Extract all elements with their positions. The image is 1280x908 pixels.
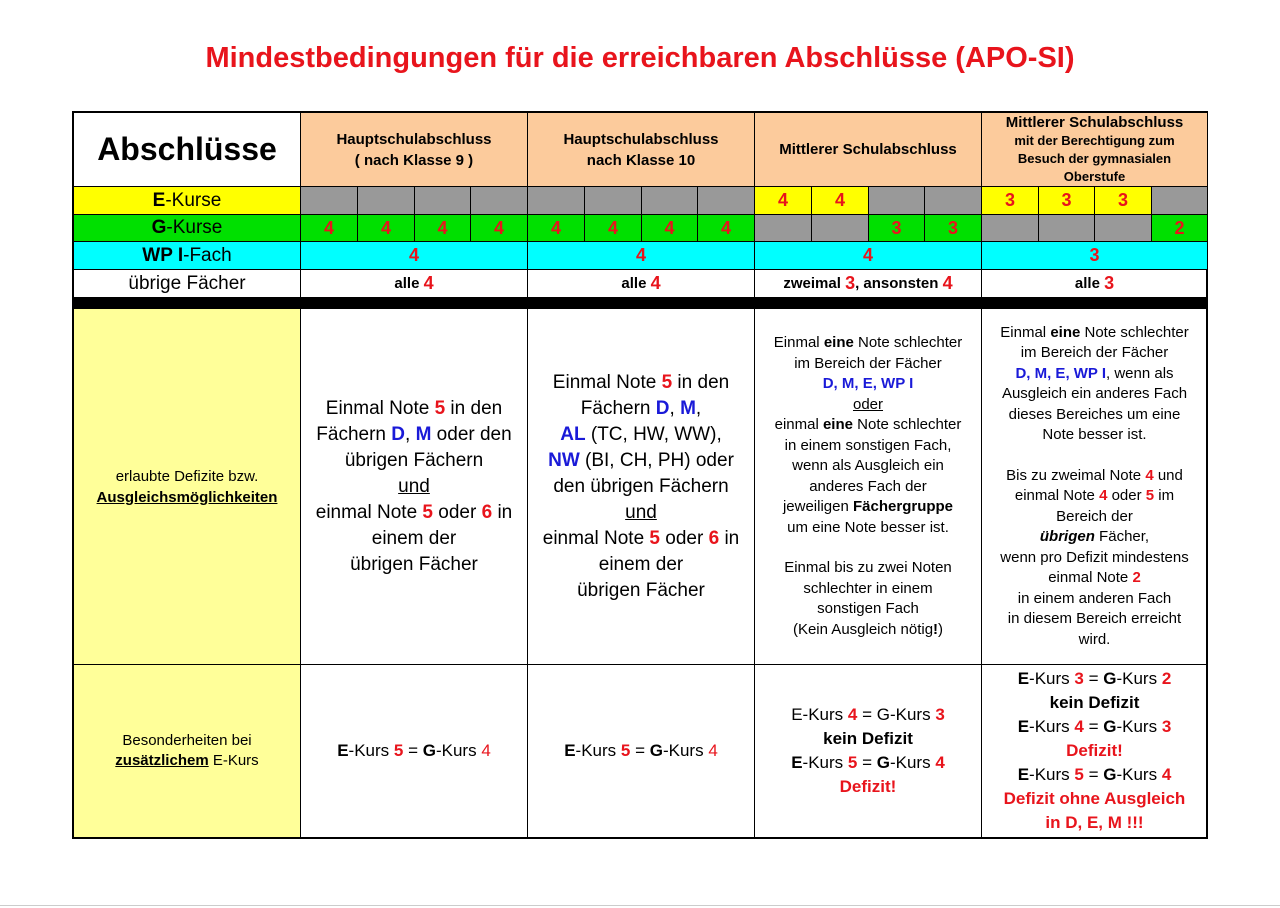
t: , bbox=[669, 397, 681, 419]
e-kurse-cell bbox=[415, 187, 471, 215]
t: Note schlechter bbox=[853, 334, 963, 351]
line bbox=[791, 703, 945, 727]
defizite-mittlerer-oberstufe bbox=[982, 309, 1208, 665]
t: -Kurs bbox=[662, 741, 709, 760]
subject: M bbox=[415, 423, 432, 445]
line: im Bereich der Fächer bbox=[1020, 344, 1169, 362]
t: -Kurs bbox=[348, 741, 394, 760]
e-kurse-cell bbox=[698, 187, 755, 215]
line bbox=[791, 751, 945, 775]
label-line: erlaubte Defizite bzw. bbox=[115, 467, 259, 485]
g-kurse-cell: 3 bbox=[925, 215, 982, 242]
header-line: Hauptschulabschluss bbox=[336, 130, 492, 148]
wp-cell: 3 bbox=[982, 242, 1208, 270]
e-kurse-cell: 3 bbox=[1095, 187, 1152, 215]
line: anderes Fach der bbox=[809, 477, 927, 495]
g-kurse-cell: 4 bbox=[528, 215, 585, 242]
t: -Kurs bbox=[1029, 765, 1075, 784]
t: G bbox=[876, 753, 890, 772]
t: oder bbox=[1107, 487, 1146, 505]
subject: D bbox=[655, 397, 670, 419]
t: E bbox=[1017, 669, 1030, 688]
t: Einmal Note bbox=[552, 371, 662, 393]
line bbox=[326, 396, 502, 422]
label-rest: -Kurse bbox=[165, 189, 222, 211]
t: E-Kurs bbox=[791, 705, 848, 724]
e-kurse-cell bbox=[642, 187, 698, 215]
header-line: Hauptschulabschluss bbox=[563, 130, 719, 148]
e-kurse-cell bbox=[301, 187, 358, 215]
t: E bbox=[1017, 717, 1030, 736]
grade: 3 bbox=[1074, 669, 1084, 688]
t: eine bbox=[822, 416, 853, 433]
line: Einmal bis zu zwei Noten bbox=[784, 559, 952, 576]
subject: M bbox=[680, 397, 696, 419]
line bbox=[1040, 527, 1149, 548]
line: wird. bbox=[1078, 630, 1111, 648]
e-kurse-cell bbox=[471, 187, 528, 215]
wp-cell: 4 bbox=[301, 242, 528, 270]
line: schlechter in einem bbox=[803, 579, 933, 597]
grade: 6 bbox=[708, 527, 720, 549]
line bbox=[774, 333, 962, 354]
e-kurse-cell bbox=[358, 187, 415, 215]
g-kurse-cell: 4 bbox=[585, 215, 642, 242]
g-kurse-cell bbox=[982, 215, 1039, 242]
t: = bbox=[403, 741, 423, 760]
grade: 5 bbox=[649, 527, 660, 549]
line bbox=[548, 448, 734, 474]
t: = bbox=[1083, 765, 1104, 784]
t: übrigen bbox=[1039, 528, 1095, 546]
t: -Kurs bbox=[1116, 669, 1162, 688]
subject: D, M, E, WP I bbox=[1015, 364, 1107, 382]
grade: 4 bbox=[1145, 466, 1154, 484]
header-line: ( nach Klasse 9 ) bbox=[354, 151, 474, 169]
e-kurse-cell: 3 bbox=[982, 187, 1039, 215]
line: kein Defizit bbox=[823, 729, 913, 748]
e-kurse-cell: 4 bbox=[755, 187, 812, 215]
t: E bbox=[1017, 765, 1030, 784]
line: dieses Bereiches um eine bbox=[1008, 405, 1181, 423]
col-header-hauptschule-9 bbox=[301, 113, 528, 187]
g-kurse-cell: 4 bbox=[358, 215, 415, 242]
line: Defizit! bbox=[1066, 741, 1123, 760]
grade: 4 bbox=[1099, 487, 1108, 505]
besonder-hs9 bbox=[301, 665, 528, 837]
besonder-hs10 bbox=[528, 665, 755, 837]
t: E bbox=[791, 753, 803, 772]
row-label-wp-fach bbox=[74, 242, 301, 270]
grade: 4 bbox=[942, 273, 953, 293]
g-kurse-cell bbox=[1039, 215, 1095, 242]
grade: 5 bbox=[661, 371, 673, 393]
line: Bereich der bbox=[1056, 507, 1133, 525]
g-kurse-cell: 2 bbox=[1152, 215, 1208, 242]
t: = bbox=[1083, 669, 1104, 688]
text: alle bbox=[394, 275, 420, 292]
t: (TC, HW, WW), bbox=[585, 423, 722, 445]
uebrige-cell bbox=[301, 270, 528, 298]
g-kurse-cell: 4 bbox=[301, 215, 358, 242]
uebrige-cell bbox=[982, 270, 1208, 298]
corner-header: Abschlüsse bbox=[74, 113, 301, 187]
text: alle bbox=[1074, 275, 1100, 292]
text: alle bbox=[621, 275, 647, 292]
line bbox=[581, 396, 701, 422]
line: um eine Note besser ist. bbox=[787, 518, 949, 536]
t: G bbox=[1103, 717, 1117, 736]
t: Einmal bbox=[1000, 323, 1051, 341]
line bbox=[543, 526, 740, 552]
g-kurse-cell: 4 bbox=[642, 215, 698, 242]
grade: 5 bbox=[434, 397, 446, 419]
t: Fächergruppe bbox=[853, 498, 954, 515]
t: G bbox=[1103, 765, 1117, 784]
line: wenn als Ausgleich ein bbox=[792, 457, 944, 474]
t: und bbox=[1153, 466, 1183, 484]
grade: 5 bbox=[620, 741, 631, 760]
defizite-mittlerer bbox=[755, 309, 982, 665]
t: Note schlechter bbox=[1080, 323, 1189, 341]
line bbox=[793, 620, 943, 641]
t: einmal Note bbox=[1048, 569, 1133, 587]
line: D, M, E, WP I bbox=[822, 375, 914, 392]
t: Einmal bbox=[773, 334, 824, 351]
uebrige-cell bbox=[528, 270, 755, 298]
t: oder den bbox=[431, 423, 512, 445]
t: oder bbox=[433, 501, 482, 523]
requirements-table bbox=[72, 111, 1208, 839]
e-kurse-cell bbox=[528, 187, 585, 215]
e-kurse-cell bbox=[925, 187, 982, 215]
g-kurse-cell: 4 bbox=[698, 215, 755, 242]
t: = bbox=[857, 753, 877, 772]
col-header-hauptschule-10 bbox=[528, 113, 755, 187]
t: jeweiligen bbox=[782, 498, 853, 515]
page-title: Mindestbedingungen für die erreichbaren Abschlüsse (APO-SI) bbox=[205, 42, 1075, 74]
line: und bbox=[398, 475, 430, 497]
text: , ansonsten bbox=[855, 275, 943, 292]
g-kurse-cell: 4 bbox=[415, 215, 471, 242]
t: -Kurs bbox=[575, 741, 621, 760]
grade: 3 bbox=[935, 705, 945, 724]
line: in diesem Bereich erreicht bbox=[1007, 610, 1182, 628]
label-line: Besonderheiten bei bbox=[122, 732, 252, 749]
row-label-e-kurse bbox=[74, 187, 301, 215]
t: -Kurs bbox=[889, 753, 936, 772]
grade: 5 bbox=[847, 753, 858, 772]
t: eine bbox=[823, 334, 854, 351]
t: E bbox=[337, 741, 349, 760]
line: einem der bbox=[598, 553, 684, 575]
t: Fächer, bbox=[1094, 528, 1150, 546]
t: in bbox=[492, 501, 513, 523]
t: -Kurs bbox=[802, 753, 848, 772]
grade: 2 bbox=[1161, 669, 1172, 688]
line bbox=[1048, 568, 1141, 589]
header-line: mit der Berechtigung zum bbox=[1014, 132, 1175, 148]
t: zusätzlichem bbox=[115, 752, 209, 769]
t: -Kurs bbox=[1029, 669, 1075, 688]
uebrige-cell bbox=[755, 270, 982, 298]
line: übrigen Fächer bbox=[350, 553, 478, 575]
g-kurse-cell bbox=[1095, 215, 1152, 242]
t: Fächern bbox=[580, 397, 656, 419]
t: im bbox=[1154, 487, 1175, 505]
t: einmal bbox=[774, 416, 823, 433]
line: den übrigen Fächern bbox=[553, 475, 729, 497]
line bbox=[1018, 715, 1172, 739]
t: in den bbox=[445, 397, 503, 419]
wp-cell: 4 bbox=[755, 242, 982, 270]
grade: 4 bbox=[1074, 717, 1084, 736]
g-kurse-cell bbox=[755, 215, 812, 242]
t: in bbox=[719, 527, 740, 549]
line: Defizit! bbox=[839, 777, 897, 796]
line bbox=[560, 422, 721, 448]
wp-cell: 4 bbox=[528, 242, 755, 270]
t: einmal Note bbox=[542, 527, 650, 549]
t: G bbox=[1103, 669, 1117, 688]
grade: 6 bbox=[481, 501, 493, 523]
t: G bbox=[422, 741, 436, 760]
line bbox=[1015, 486, 1174, 507]
row-label-defizite bbox=[74, 309, 301, 665]
t: oder bbox=[660, 527, 709, 549]
line: in einem anderen Fach bbox=[1017, 589, 1172, 607]
t: = bbox=[630, 741, 650, 760]
label-rest: -Fach bbox=[183, 244, 232, 266]
line bbox=[1000, 323, 1188, 344]
grade: 4 bbox=[650, 273, 661, 293]
t: E-Kurs bbox=[208, 752, 259, 769]
line: oder bbox=[852, 395, 884, 413]
grade: 4 bbox=[708, 741, 718, 760]
t: einmal Note bbox=[315, 501, 423, 523]
line: übrigen Fächer bbox=[577, 579, 705, 601]
grade: 4 bbox=[935, 753, 945, 772]
line: in einem sonstigen Fach, bbox=[784, 436, 952, 454]
line: kein Defizit bbox=[1049, 693, 1140, 712]
row-label-g-kurse bbox=[74, 215, 301, 242]
t: ) bbox=[938, 620, 944, 638]
t: E bbox=[564, 741, 576, 760]
grade: 3 bbox=[1104, 273, 1115, 293]
e-kurse-cell bbox=[869, 187, 925, 215]
line bbox=[1015, 364, 1173, 385]
text: zweimal bbox=[783, 275, 846, 292]
line bbox=[316, 500, 513, 526]
grade: 4 bbox=[1161, 765, 1172, 784]
t: Note schlechter bbox=[852, 416, 962, 433]
line: und bbox=[625, 501, 657, 523]
t: Bis zu zweimal Note bbox=[1006, 466, 1146, 484]
besonder-mittlerer bbox=[755, 665, 982, 837]
t: -Kurs bbox=[435, 741, 482, 760]
header-line: Mittlerer Schulabschluss bbox=[1005, 113, 1184, 131]
line bbox=[783, 497, 953, 518]
t: ! bbox=[933, 620, 939, 638]
line bbox=[1018, 763, 1172, 787]
row-label-uebrige: übrige Fächer bbox=[74, 270, 301, 298]
label-line: Ausgleichsmöglichkeiten bbox=[96, 488, 278, 506]
grade: 5 bbox=[1145, 487, 1155, 505]
grade: 5 bbox=[422, 501, 433, 523]
t: einmal Note bbox=[1014, 487, 1100, 505]
g-kurse-cell bbox=[812, 215, 869, 242]
grade: 3 bbox=[1161, 717, 1172, 736]
header-line: nach Klasse 10 bbox=[586, 151, 696, 169]
besonder-mittlerer-oberstufe bbox=[982, 665, 1208, 837]
line: übrigen Fächern bbox=[344, 449, 484, 471]
e-kurse-cell bbox=[585, 187, 642, 215]
grade: 3 bbox=[845, 273, 856, 293]
line bbox=[775, 415, 962, 436]
grade: 4 bbox=[481, 741, 491, 760]
t: -Kurs bbox=[1116, 717, 1162, 736]
t: (Kein Ausgleich nötig bbox=[792, 620, 934, 638]
page-bottom-rule bbox=[0, 905, 1280, 906]
line: wenn pro Defizit mindestens bbox=[1000, 548, 1189, 566]
t: Einmal Note bbox=[325, 397, 435, 419]
subject: D bbox=[391, 423, 406, 445]
subject: NW bbox=[548, 449, 580, 471]
header-line: Oberstufe bbox=[1063, 168, 1126, 184]
line: Ausgleich ein anderes Fach bbox=[1001, 385, 1188, 403]
e-kurse-cell: 3 bbox=[1039, 187, 1095, 215]
g-kurse-cell: 3 bbox=[869, 215, 925, 242]
t: = G-Kurs bbox=[857, 705, 936, 724]
header-line: Besuch der gymnasialen bbox=[1017, 150, 1172, 166]
label-rest: -Kurse bbox=[166, 217, 223, 238]
line bbox=[316, 422, 511, 448]
row-label-besonderheiten bbox=[74, 665, 301, 837]
subject: AL bbox=[560, 423, 586, 445]
label-line bbox=[115, 751, 258, 771]
t: = bbox=[1083, 717, 1104, 736]
col-header-mittlerer: Mittlerer Schulabschluss bbox=[755, 113, 982, 187]
g-kurse-cell: 4 bbox=[471, 215, 528, 242]
grade: 4 bbox=[423, 273, 434, 293]
defizite-hs10 bbox=[528, 309, 755, 665]
e-kurse-cell bbox=[1152, 187, 1208, 215]
line bbox=[553, 370, 729, 396]
t: G bbox=[649, 741, 663, 760]
t: (BI, CH, PH) oder bbox=[579, 449, 734, 471]
t: Fächern bbox=[316, 423, 392, 445]
grade: 2 bbox=[1132, 569, 1141, 587]
t: -Kurs bbox=[1116, 765, 1162, 784]
grade: 5 bbox=[1074, 765, 1084, 784]
thick-separator bbox=[74, 298, 1206, 309]
label-bold: WP I bbox=[142, 244, 184, 266]
t: eine bbox=[1050, 323, 1081, 341]
t: -Kurs bbox=[1029, 717, 1075, 736]
t: , wenn als bbox=[1106, 364, 1174, 382]
line: im Bereich der Fächer bbox=[794, 354, 942, 372]
line: in D, E, M !!! bbox=[1045, 813, 1144, 832]
e-kurse-cell: 4 bbox=[812, 187, 869, 215]
label-bold: G bbox=[151, 217, 167, 238]
defizite-hs9 bbox=[301, 309, 528, 665]
label-bold: E bbox=[152, 189, 166, 211]
grade: 4 bbox=[847, 705, 858, 724]
t: , bbox=[695, 397, 702, 419]
col-header-mittlerer-oberstufe bbox=[982, 113, 1208, 187]
grade: 5 bbox=[393, 741, 404, 760]
line: Defizit ohne Ausgleich bbox=[1003, 789, 1186, 808]
line bbox=[1006, 466, 1183, 487]
t: in den bbox=[672, 371, 730, 393]
line: einem der bbox=[371, 527, 457, 549]
line: sonstigen Fach bbox=[817, 600, 919, 617]
t: , bbox=[405, 423, 416, 445]
line bbox=[1018, 667, 1172, 691]
line: Note besser ist. bbox=[1042, 426, 1147, 444]
